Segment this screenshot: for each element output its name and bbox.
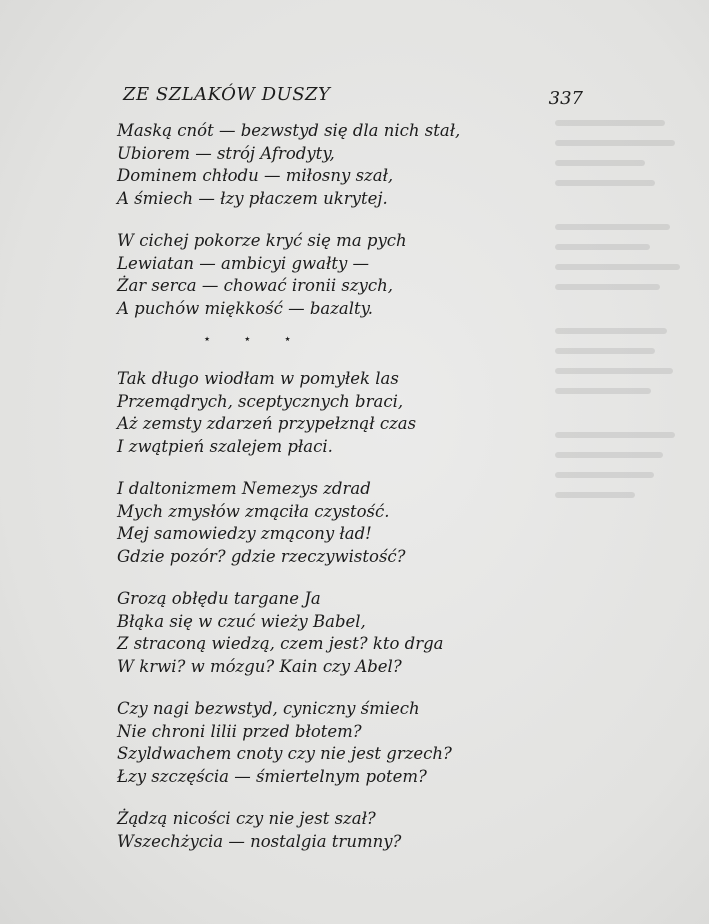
poem-line: A śmiech — łzy płaczem ukrytej. — [117, 188, 388, 208]
poem-line: Przemądrych, sceptycznych braci, — [117, 391, 404, 411]
poem-line: Żar serca — chować ironii szych, — [117, 276, 393, 295]
poem-line: Łzy szczęścia — śmiertelnym potem? — [117, 766, 427, 786]
poem-line: Wszechżycia — nostalgia trumny? — [117, 831, 402, 851]
poem-line: Maską cnót — bezwstyd się dla nich stał, — [117, 121, 461, 140]
poem-line: A puchów miękkość — bazalty. — [117, 298, 374, 318]
running-title: ZE SZLAKÓW DUSZY — [123, 84, 331, 105]
poem-line: Nie chroni lilii przed błotem? — [117, 721, 362, 741]
poem-line: Aż zemsty zdarzeń przypełznął czas — [117, 414, 417, 433]
page-header — [123, 84, 583, 110]
poem-line: Gdzie pozór? gdzie rzeczywistość? — [117, 546, 406, 566]
poem-line: W krwi? w mózgu? Kain czy Abel? — [117, 656, 402, 676]
poem-line: W cichej pokorze kryć się ma pych — [117, 231, 407, 250]
poem-line: I zwątpień szalejem płaci. — [117, 436, 333, 456]
stanza-2 — [117, 230, 537, 320]
poem-line: Szyldwachem cnoty czy nie jest grzech? — [117, 744, 452, 763]
stanza-6 — [117, 698, 537, 788]
stanza-5 — [117, 588, 537, 678]
poem-line: Czy nagi bezwstyd, cyniczny śmiech — [117, 699, 420, 718]
poem-line: Dominem chłodu — miłosny szał, — [117, 166, 394, 185]
stanza-1 — [117, 120, 537, 210]
poem-line: Z straconą wiedzą, czem jest? kto drga — [117, 634, 444, 653]
poem — [117, 120, 537, 853]
poem-line: Grozą obłędu targane Ja — [117, 589, 321, 608]
poem-line: Żądzą nicości czy nie jest szał? — [117, 809, 376, 828]
stanza-7 — [117, 808, 537, 853]
stanza-4 — [117, 478, 537, 568]
stanza-3 — [117, 368, 537, 458]
show-through-text — [555, 120, 685, 570]
poem-line: Mej samowiedzy zmącony ład! — [117, 524, 372, 543]
poem-line: I daltonizmem Nemezys zdrad — [117, 479, 371, 498]
poem-line: Lewiatan — ambicyi gwałty — — [117, 253, 370, 273]
page-number: 337 — [548, 88, 583, 109]
poem-line: Ubiorem — strój Afrodyty, — [117, 143, 335, 163]
poem-line: Błąka się w czuć wieży Babel, — [117, 611, 366, 631]
poem-line: Mych zmysłów zmąciła czystość. — [117, 501, 390, 521]
poem-line: Tak długo wiodłam w pomyłek las — [117, 369, 399, 388]
section-separator-stars: ⋆ ⋆ ⋆ — [203, 332, 306, 347]
